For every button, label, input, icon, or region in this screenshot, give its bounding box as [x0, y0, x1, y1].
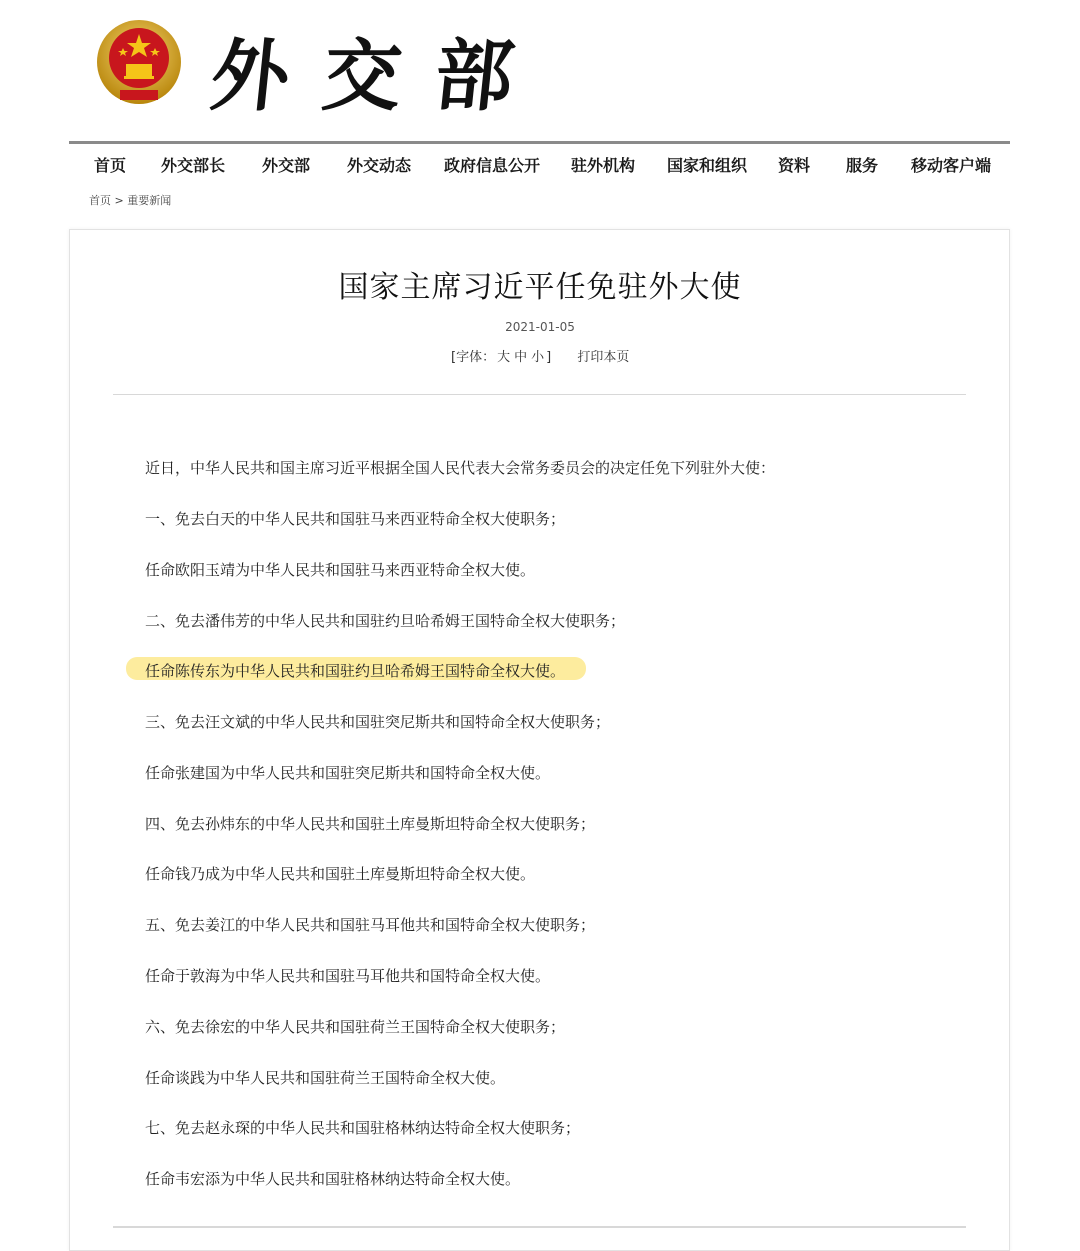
- font-size-label-close: ]: [546, 350, 552, 365]
- nav-item-home[interactable]: 首页: [94, 156, 127, 175]
- nav-item-services[interactable]: 服务: [846, 156, 879, 175]
- breadcrumb-home-link[interactable]: 首页: [89, 194, 111, 207]
- nav-item-mobile-client[interactable]: 移动客户端: [911, 156, 992, 175]
- logo-char: 外: [206, 31, 295, 122]
- article-card: [69, 229, 1010, 1251]
- print-page-button[interactable]: 打印本页: [577, 350, 630, 365]
- article-paragraph-highlighted: 任命陈传东为中华人民共和国驻约旦哈希姆王国特命全权大使。: [145, 662, 566, 680]
- article-paragraph: 六、免去徐宏的中华人民共和国驻荷兰王国特命全权大使职务；: [145, 1018, 566, 1036]
- article-paragraph: 任命于敦海为中华人民共和国驻马耳他共和国特命全权大使。: [145, 967, 551, 985]
- nav-item-countries[interactable]: 国家和组织: [667, 156, 748, 175]
- nav-item-activities[interactable]: 外交动态: [347, 156, 412, 175]
- font-size-label-open: [字体：: [451, 350, 496, 365]
- article-paragraph: 四、免去孙炜东的中华人民共和国驻土库曼斯坦特命全权大使职务；: [145, 815, 596, 833]
- title-divider: [113, 394, 966, 395]
- article-paragraph: 二、免去潘伟芳的中华人民共和国驻约旦哈希姆王国特命全权大使职务；: [145, 612, 626, 630]
- article-paragraph: 三、免去汪文斌的中华人民共和国驻突尼斯共和国特命全权大使职务；: [145, 713, 611, 731]
- nav-item-ministry[interactable]: 外交部: [262, 156, 311, 175]
- article-paragraph: 任命张建国为中华人民共和国驻突尼斯共和国特命全权大使。: [145, 764, 551, 782]
- national-emblem-icon[interactable]: [96, 18, 182, 108]
- ministry-logo-calligraphy[interactable]: [206, 8, 519, 132]
- article-paragraph: 一、免去白天的中华人民共和国驻马来西亚特命全权大使职务；: [145, 510, 566, 528]
- main-nav: [69, 144, 1010, 182]
- article-paragraph: 近日，中华人民共和国主席习近平根据全国人民代表大会常务委员会的决定任免下列驻外大使：: [145, 459, 776, 477]
- breadcrumb-separator: >: [114, 194, 124, 207]
- site-header: [0, 0, 1080, 140]
- nav-item-gov-info[interactable]: 政府信息公开: [444, 156, 541, 175]
- article-title: 国家主席习近平任免驻外大使: [338, 270, 742, 305]
- nav-item-resources[interactable]: 资料: [778, 156, 811, 175]
- nav-item-minister[interactable]: 外交部长: [161, 156, 226, 175]
- logo-char: 交: [318, 31, 407, 122]
- article-paragraph: 任命谈践为中华人民共和国驻荷兰王国特命全权大使。: [145, 1069, 506, 1087]
- article-paragraph: 任命欧阳玉靖为中华人民共和国驻马来西亚特命全权大使。: [145, 561, 536, 579]
- bottom-divider: [113, 1226, 966, 1228]
- article-paragraph: 任命韦宏添为中华人民共和国驻格林纳达特命全权大使。: [145, 1170, 521, 1188]
- article-paragraph: 五、免去姜江的中华人民共和国驻马耳他共和国特命全权大使职务；: [145, 916, 596, 934]
- nav-item-missions[interactable]: 驻外机构: [571, 156, 636, 175]
- font-size-large-button[interactable]: 大: [497, 350, 511, 365]
- font-size-medium-button[interactable]: 中: [514, 350, 528, 365]
- article-paragraph: 任命钱乃成为中华人民共和国驻土库曼斯坦特命全权大使。: [145, 865, 536, 883]
- article-paragraph: 七、免去赵永琛的中华人民共和国驻格林纳达特命全权大使职务；: [145, 1119, 581, 1137]
- breadcrumb: [89, 192, 171, 208]
- breadcrumb-current-link[interactable]: 重要新闻: [127, 194, 172, 207]
- logo-char: 部: [430, 31, 519, 122]
- font-size-small-button[interactable]: 小: [531, 350, 545, 365]
- article-date: 2021-01-05: [505, 320, 575, 334]
- article-tools: [451, 346, 629, 365]
